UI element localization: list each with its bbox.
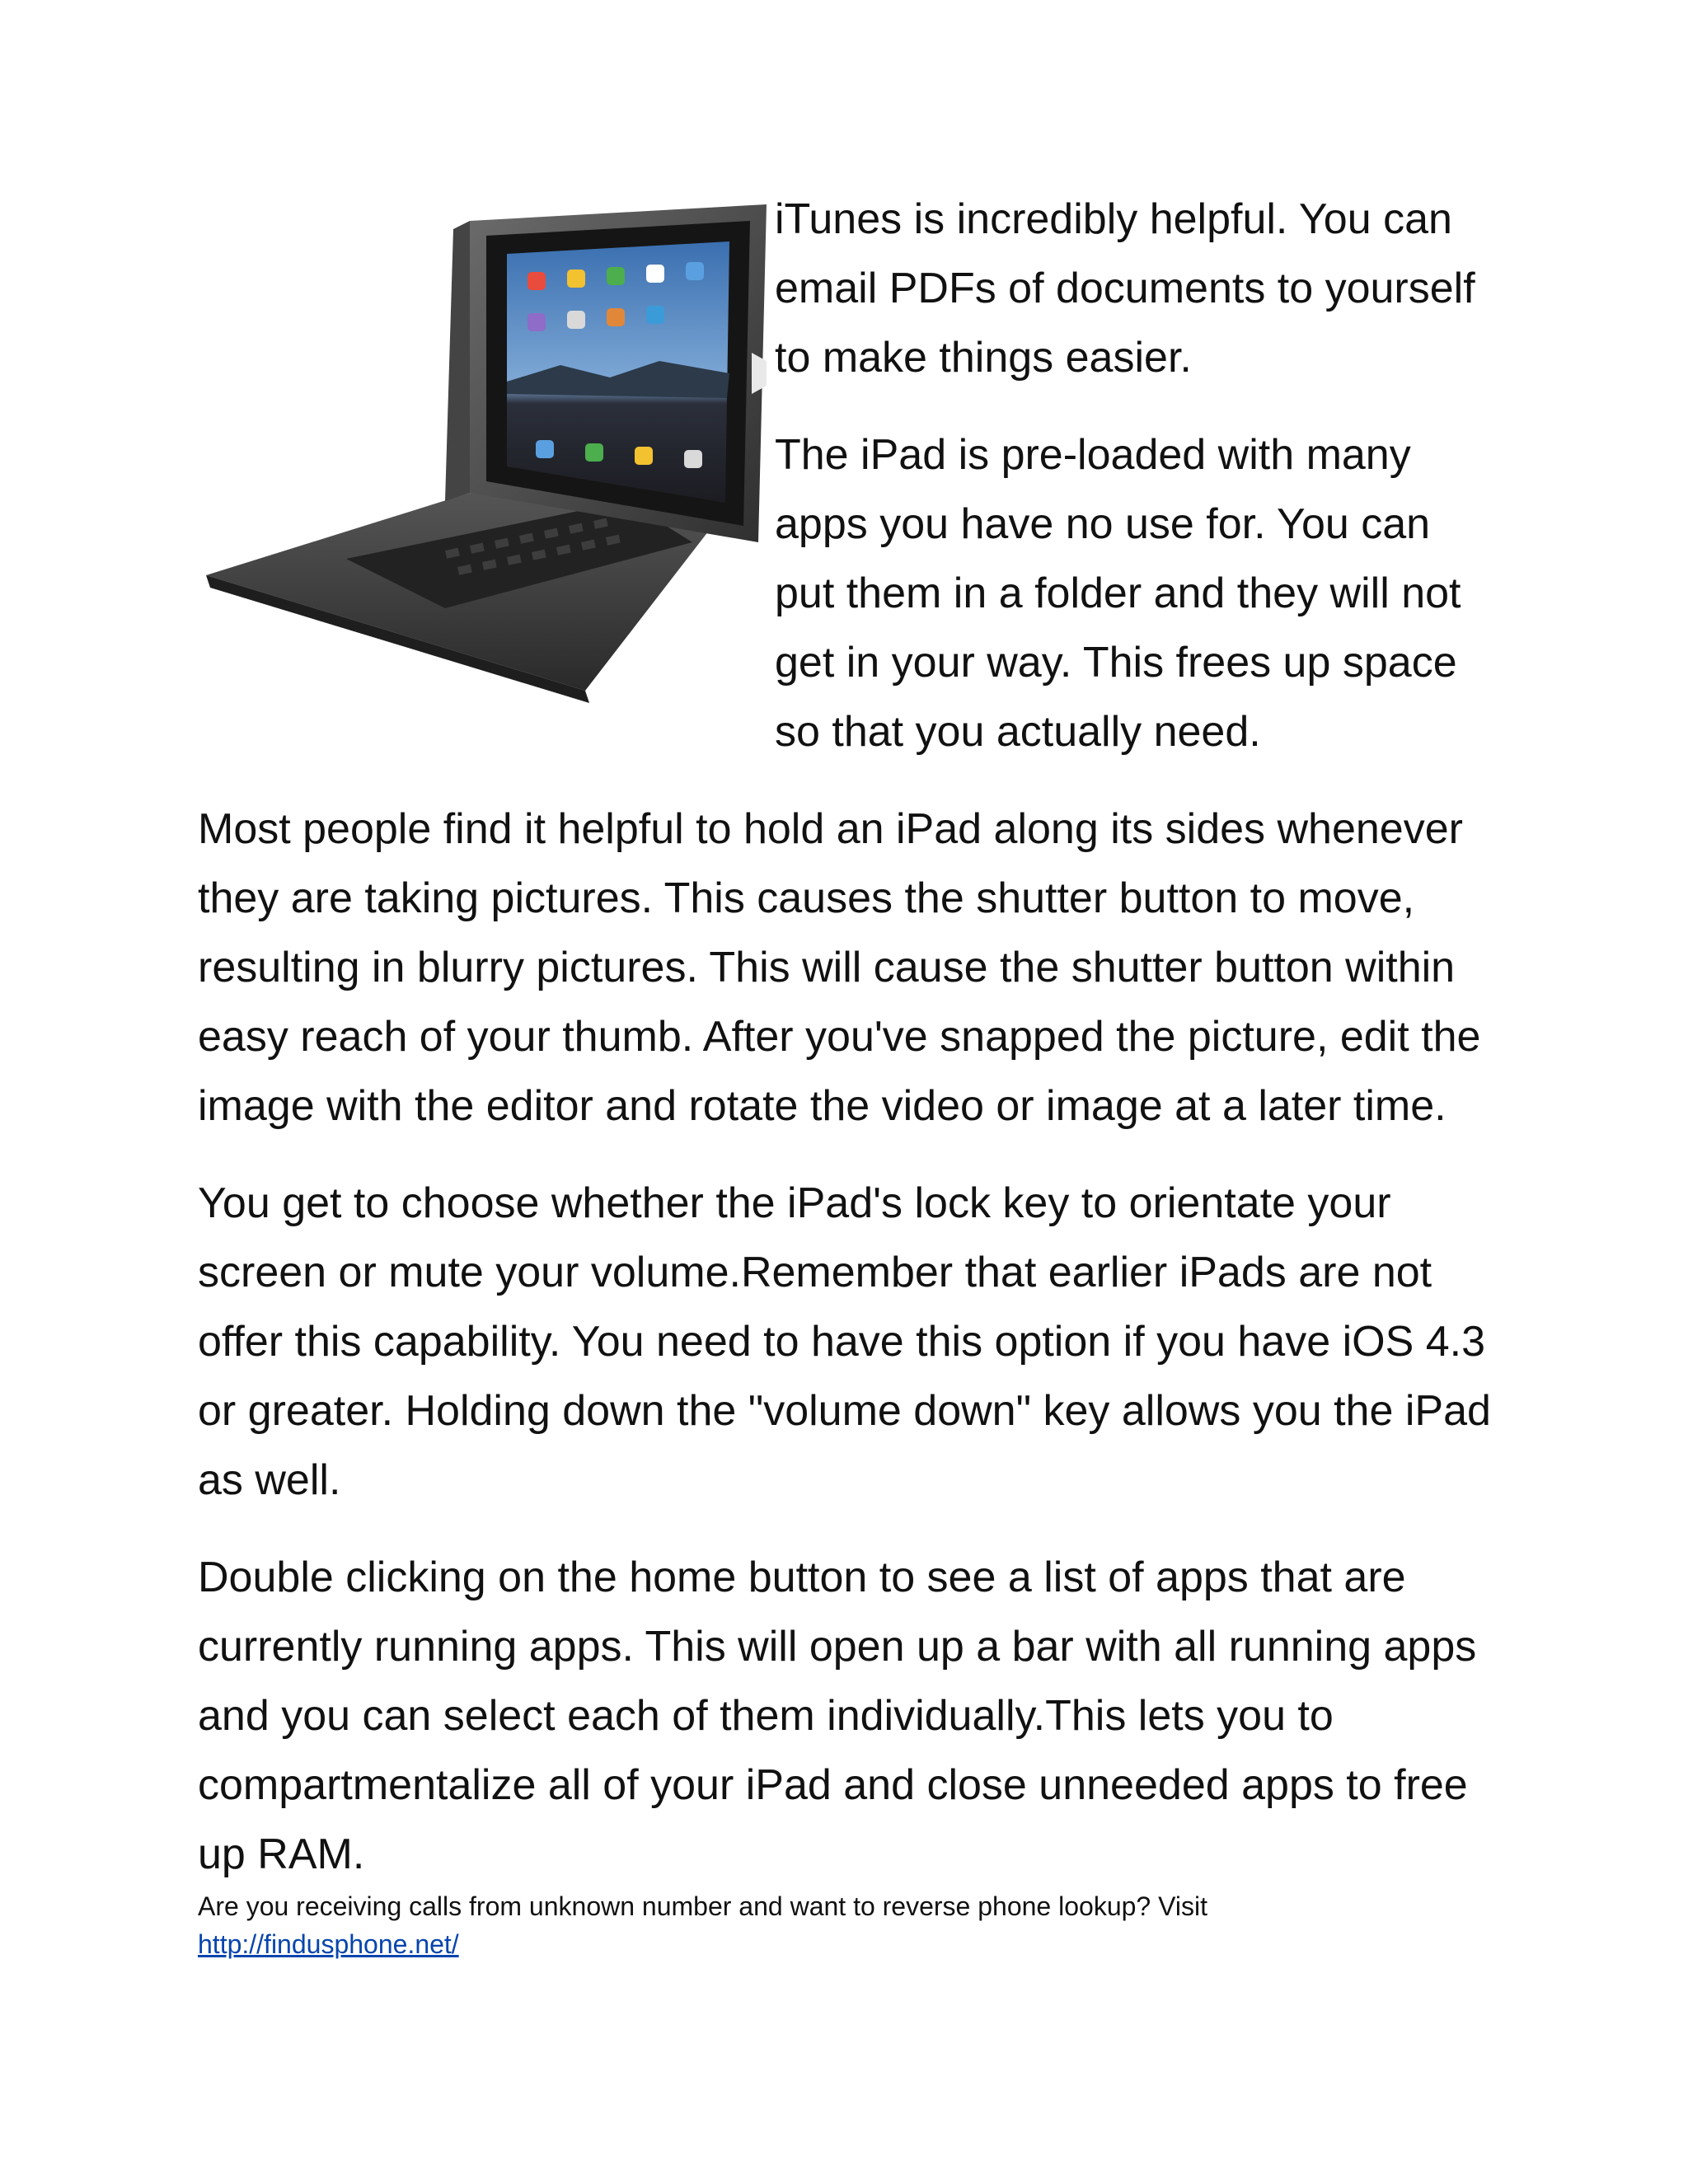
footer-note [198, 1887, 1500, 1963]
paragraph-lock-key: You get to choose whether the iPad's lock key to orientate your screen or mute your volume.Remember that earlier iPads are not offer this capability. You need to have this option if you have iOS 4.3 or greater. Holding down the "volume down" key allows you the iPad as well. [198, 1179, 1491, 1504]
ipad-keyboard-case-icon [198, 196, 767, 715]
paragraph-taking-pictures: Most people find it helpful to hold an iPad along its sides whenever they are taking pictures. This causes the shutter button to move, resulting in blurry pictures. This will cause the shutter button within easy reach of your thumb. After you've snapped the picture, edit the image with the editor and rotate the video or image at a later time. [198, 805, 1481, 1130]
footer-text: Are you receiving calls from unknown number and want to reverse phone lookup? Visit [198, 1891, 1207, 1921]
document-page [198, 196, 1500, 1963]
paragraph-running-apps: Double clicking on the home button to see a list of apps that are currently running apps. This will open up a bar with all running apps and you can select each of them individually.This lets you to compartmentalize all of your iPad and close unneeded apps to free up RAM. [198, 1554, 1477, 1878]
findusphone-link[interactable]: http://findusphone.net/ [198, 1929, 459, 1959]
ipad-keyboard-case-image [198, 196, 767, 715]
paragraph-itunes: iTunes is incredibly helpful. You can email PDFs of documents to yourself to make things easier. [775, 195, 1475, 382]
paragraph-preloaded-apps: The iPad is pre-loaded with many apps you have no use for. You can put them in a folder and they will not get in your way. This frees up space so that you actually need. [775, 431, 1461, 756]
